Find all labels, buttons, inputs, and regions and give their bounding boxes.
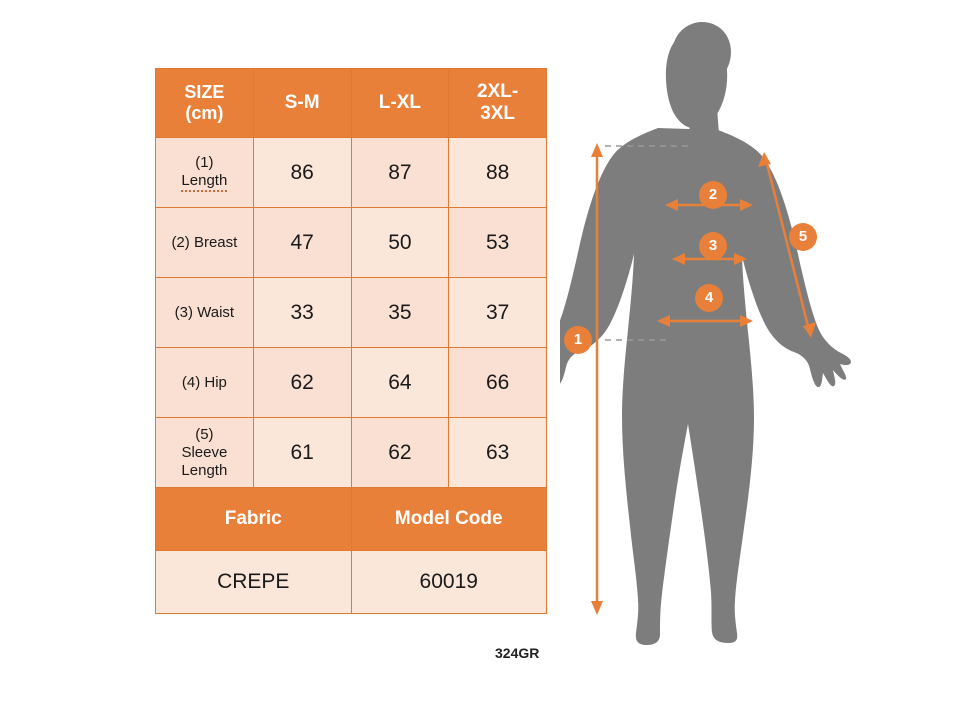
table-row [156, 278, 547, 348]
row-label-length [156, 138, 254, 208]
row-label-sleeve-length [156, 418, 254, 488]
cell-length-lxl: 87 [351, 138, 449, 208]
footer-value-fabric: CREPE [156, 551, 352, 614]
footer-header-fabric: Fabric [156, 488, 352, 551]
header-size-line2: (cm) [185, 103, 224, 123]
cell-sleeve-sm: 61 [253, 418, 351, 488]
row-label-hip: (4) Hip [156, 348, 254, 418]
row-label-length-line1: (1) [195, 153, 214, 171]
cell-length-sm: 86 [253, 138, 351, 208]
cell-hip-sm: 62 [253, 348, 351, 418]
badge-5-sleeve-length: 5 [790, 224, 816, 250]
cell-breast-sm: 47 [253, 208, 351, 278]
badge-4-hip: 4 [696, 285, 722, 311]
footer-header-model-code: Model Code [351, 488, 547, 551]
cell-breast-lxl: 50 [351, 208, 449, 278]
body-silhouette-icon [560, 22, 851, 645]
table-row [156, 138, 547, 208]
row-label-sleeve-line2: Sleeve [181, 443, 228, 461]
row-label-breast: (2) Breast [156, 208, 254, 278]
header-size-cm [156, 69, 254, 138]
table-header-row [156, 69, 547, 138]
header-col-2xl-3xl [449, 69, 547, 138]
table-row [156, 418, 547, 488]
cell-hip-2xl3xl: 66 [449, 348, 547, 418]
cell-hip-lxl: 64 [351, 348, 449, 418]
header-col-2xl-line1: 2XL- [477, 81, 519, 103]
header-col-sm: S-M [253, 69, 351, 138]
cell-sleeve-2xl3xl: 63 [449, 418, 547, 488]
measurement-figure-panel [560, 0, 960, 716]
watermark-code: 324GR [495, 645, 540, 661]
cell-waist-2xl3xl: 37 [449, 278, 547, 348]
badge-3-waist: 3 [700, 233, 726, 259]
cell-waist-sm: 33 [253, 278, 351, 348]
cell-length-2xl3xl: 88 [449, 138, 547, 208]
table-footer-value-row [156, 551, 547, 614]
row-label-length-line2: Length [181, 172, 227, 192]
table-row [156, 348, 547, 418]
footer-value-model-code: 60019 [351, 551, 547, 614]
table-footer-header-row [156, 488, 547, 551]
cell-breast-2xl3xl: 53 [449, 208, 547, 278]
header-col-lxl: L-XL [351, 69, 449, 138]
female-silhouette-diagram [560, 0, 960, 716]
row-label-sleeve-line1: (5) [195, 425, 214, 443]
header-size-line1: SIZE [184, 82, 225, 103]
cell-waist-lxl: 35 [351, 278, 449, 348]
size-chart-table [155, 68, 547, 614]
row-label-sleeve-line3: Length [181, 461, 228, 479]
header-col-2xl-line2: 3XL [480, 103, 516, 124]
size-chart-table-container [155, 68, 547, 614]
table-row [156, 208, 547, 278]
badge-2-breast: 2 [700, 182, 726, 208]
cell-sleeve-lxl: 62 [351, 418, 449, 488]
row-label-waist: (3) Waist [156, 278, 254, 348]
badge-1-length: 1 [565, 327, 591, 353]
